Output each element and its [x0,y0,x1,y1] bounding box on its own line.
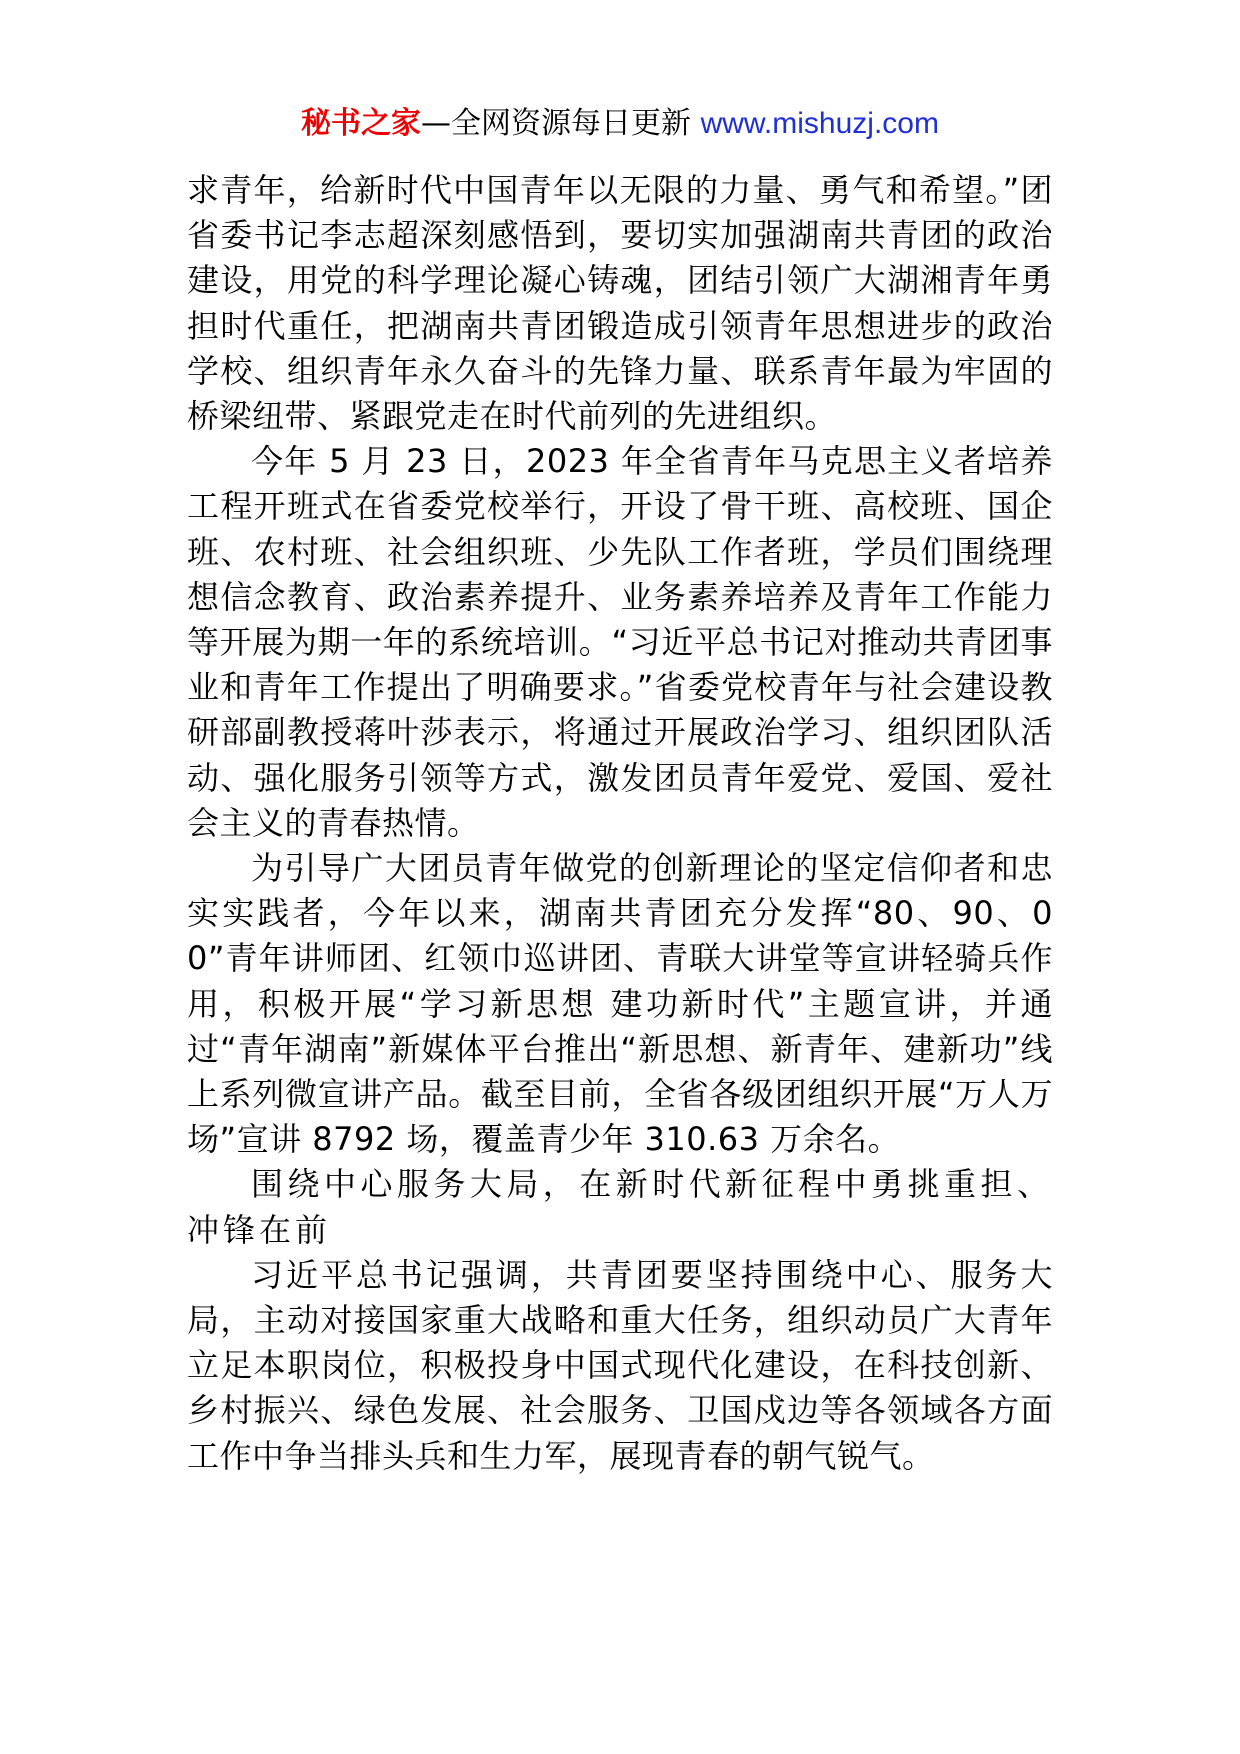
site-url-link[interactable]: www.mishuzj.com [700,107,939,140]
section-heading: 围绕中心服务大局，在新时代新征程中勇挑重担、冲锋在前 [187,1165,1053,1249]
paragraph-2: 今年 5 月 23 日，2023 年全省青年马克思主义者培养工程开班式在省委党校举行，开设了骨干班、高校班、国企班、农村班、社会组织班、少先队工作者班，学员们围绕理想信念教育、政治素养提升、业务素养培养及青年工作能力等开展为期一年的系统培训。“习近平总书记对推动共青团事业和青年工作提出了明确要求。”省委党校青年与社会建设教研部副教授蒋叶莎表示，将通过开展政治学习、组织团队活动、强化服务引领等方式，激发团员青年爱党、爱国、爱社会主义的青春热情。 [187,442,1053,842]
paragraph-4: 习近平总书记强调，共青团要坚持围绕中心、服务大局，主动对接国家重大战略和重大任务，组织动员广大青年立足本职岗位，积极投身中国式现代化建设，在科技创新、乡村振兴、绿色发展、社会服务、卫国戍边等各领域各方面工作中争当排头兵和生力军，展现青春的朝气锐气。 [187,1255,1053,1475]
paragraph-1: 求青年，给新时代中国青年以无限的力量、勇气和希望。”团省委书记李志超深刻感悟到，要切实加强湖南共青团的政治建设，用党的科学理论凝心铸魂，团结引领广大湖湘青年勇担时代重任，把湖南共青团锻造成引领青年思想进步的政治学校、组织青年永久奋斗的先锋力量、联系青年最为牢固的桥梁纽带、紧跟党走在时代前列的先进组织。 [187,171,1053,436]
paragraph-3: 为引导广大团员青年做党的创新理论的坚定信仰者和忠实实践者，今年以来，湖南共青团充分发挥“80、90、00”青年讲师团、红领巾巡讲团、青联大讲堂等宣讲轻骑兵作用，积极开展“学习新思想 建功新时代”主题宣讲，并通过“青年湖南”新媒体平台推出“新思想、新青年、建新功”线上系列微宣讲产品。截至目前，全省各级团组织开展“万人万场”宣讲 8792 场，覆盖青少年 310.63 万余名。 [187,849,1053,1159]
header-slogan: —全网资源每日更新 [421,106,692,141]
brand-name: 秘书之家 [301,106,422,141]
site-header [0,100,1240,148]
document-body [187,168,1053,1479]
